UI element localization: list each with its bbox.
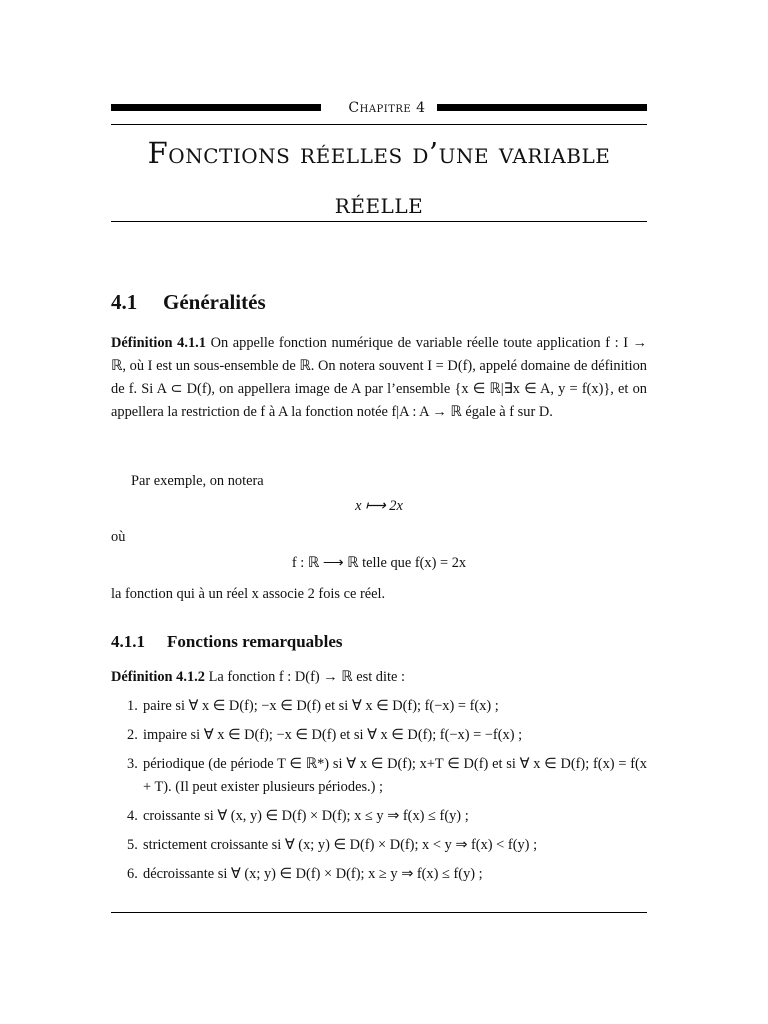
title-top-rule <box>111 124 647 125</box>
list-item <box>111 753 647 799</box>
property-list <box>111 695 647 892</box>
section-title: Généralités <box>163 290 266 314</box>
list-item-text: périodique (de période T ∈ ℝ*) si ∀ x ∈ D(f); x+T ∈ D(f) et si ∀ x ∈ D(f); f(x) = f(x + T). (Il peut exister plusieurs périodes.) ; <box>143 756 647 795</box>
list-item-text: strictement croissante si ∀ (x; y) ∈ D(f) × D(f); x < y ⇒ f(x) < f(y) ; <box>143 837 538 853</box>
list-item-text: croissante si ∀ (x, y) ∈ D(f) × D(f); x ≤ y ⇒ f(x) ≤ f(y) ; <box>143 808 469 824</box>
example-formula-1 <box>111 496 647 516</box>
subsection-title: Fonctions remarquables <box>167 632 343 651</box>
list-number: 1. <box>127 698 138 714</box>
example-conclusion: la fonction qui à un réel x associe 2 fois ce réel. <box>111 586 386 602</box>
footer-rule <box>111 912 647 913</box>
chapter-label: Chapitre 4 <box>348 100 426 116</box>
section-heading <box>111 288 266 316</box>
formula-mapsto: x ⟼ 2x <box>355 498 403 514</box>
list-item-text: décroissante si ∀ (x; y) ∈ D(f) × D(f); x ≥ y ⇒ f(x) ≤ f(y) ; <box>143 866 483 882</box>
definition-text: La fonction f : D(f) → ℝ est dite : <box>208 669 405 685</box>
list-item <box>111 695 647 718</box>
definition-4-1-2 <box>111 666 647 689</box>
header-rule-left <box>111 104 321 111</box>
chapter-title <box>111 128 647 228</box>
list-number: 6. <box>127 866 138 882</box>
example-connector: où <box>111 529 126 545</box>
subsection-heading <box>111 630 343 654</box>
chapter-header-bar <box>111 98 647 118</box>
list-item <box>111 834 647 857</box>
list-number: 3. <box>127 756 138 772</box>
definition-label: Définition 4.1.2 <box>111 669 205 685</box>
list-number: 4. <box>127 808 138 824</box>
definition-label: Définition 4.1.1 <box>111 335 206 351</box>
subsection-number: 4.1.1 <box>111 632 145 651</box>
list-item-text: paire si ∀ x ∈ D(f); −x ∈ D(f) et si ∀ x ∈ D(f); f(−x) = f(x) ; <box>143 698 499 714</box>
chapter-title-line-1: Fonctions réelles d’une variable <box>147 136 611 170</box>
definition-4-1-1 <box>111 332 647 424</box>
list-item-text: impaire si ∀ x ∈ D(f); −x ∈ D(f) et si ∀ x ∈ D(f); f(−x) = −f(x) ; <box>143 727 523 743</box>
list-number: 5. <box>127 837 138 853</box>
example-formula-2: f : ℝ ⟶ ℝ telle que f(x) = 2x <box>291 555 467 571</box>
example-intro: Par exemple, on notera <box>131 473 264 489</box>
list-number: 2. <box>127 727 138 743</box>
list-item <box>111 724 647 747</box>
chapter-title-line-2: réelle <box>334 186 424 220</box>
definition-text: On appelle fonction numérique de variable réelle toute application f : I → ℝ, où I est un sous-ensemble de ℝ. On notera souvent I = D(f), appelé domaine de définition de f. Si A ⊂ D(f), on appellera image de A par l’ensemble {x ∈ ℝ|∃x ∈ A, y = f(x)}, et on appellera la restriction de f à A la fonction notée f|A : A → ℝ égale à f sur D. <box>111 335 647 420</box>
list-item <box>111 805 647 828</box>
section-number: 4.1 <box>111 290 138 314</box>
title-bottom-rule <box>111 221 647 222</box>
header-rule-right <box>437 104 647 111</box>
list-item <box>111 863 647 886</box>
